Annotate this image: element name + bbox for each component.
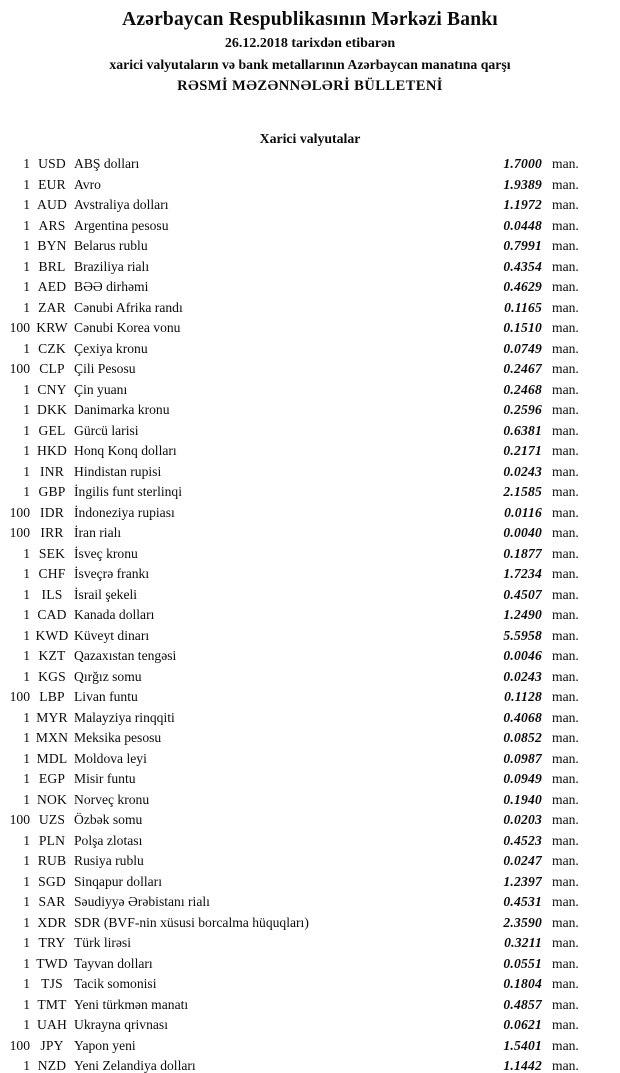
rate-value-cell: 0.0247 [503, 853, 542, 869]
quantity-cell: 100 [9, 525, 30, 541]
currency-code-cell: MDL [36, 750, 68, 766]
quantity-cell: 1 [23, 422, 30, 438]
quantity-cell: 1 [23, 545, 30, 561]
rate-value-cell: 0.0987 [503, 750, 542, 766]
currency-name-cell: SDR (BVF-nin xüsusi borcalma hüquqları) [74, 914, 309, 930]
currency-name-cell: Belarus rublu [74, 238, 148, 254]
currency-code-cell: IRR [40, 525, 64, 541]
currency-name-cell: Küveyt dinarı [74, 627, 150, 643]
table-row [0, 626, 620, 647]
unit-cell: man. [552, 279, 579, 295]
table-row [0, 216, 620, 237]
rate-value-cell: 5.5958 [503, 627, 542, 643]
unit-cell: man. [552, 955, 579, 971]
quantity-cell: 1 [23, 914, 30, 930]
rate-value-cell: 0.0448 [503, 217, 542, 233]
quantity-cell: 1 [23, 791, 30, 807]
table-row [0, 277, 620, 298]
currency-code-cell: PLN [38, 832, 66, 848]
rate-value-cell: 0.0949 [503, 771, 542, 787]
table-row [0, 995, 620, 1016]
quantity-cell: 1 [23, 279, 30, 295]
rate-value-cell: 0.4857 [503, 996, 542, 1012]
currency-name-cell: Rusiya rublu [74, 853, 144, 869]
currency-name-cell: Özbək somu [74, 812, 143, 828]
unit-cell: man. [552, 607, 579, 623]
currency-code-cell: UAH [36, 1017, 68, 1033]
effective-date-line: 26.12.2018 tarixdən etibarən [224, 36, 396, 51]
currency-name-cell: Cənubi Korea vonu [74, 320, 181, 336]
currency-code-cell: LBP [39, 689, 65, 705]
currency-name-cell: Qazaxıstan tengəsi [74, 648, 177, 664]
table-row [0, 790, 620, 811]
currency-code-cell: RUB [37, 853, 67, 869]
currency-name-cell: Yapon yeni [74, 1037, 136, 1053]
currency-code-cell: DKK [36, 402, 68, 418]
currency-name-cell: İran rialı [74, 525, 122, 541]
currency-code-cell: CHF [38, 566, 66, 582]
table-row [0, 1015, 620, 1036]
rate-value-cell: 0.2171 [503, 443, 542, 459]
currency-code-cell: KZT [38, 648, 66, 664]
rate-value-cell: 1.7234 [503, 566, 542, 582]
table-row [0, 851, 620, 872]
currency-code-cell: UZS [38, 812, 66, 828]
unit-cell: man. [552, 525, 579, 541]
currency-name-cell: Kanada dolları [74, 607, 155, 623]
currency-name-cell: Argentina pesosu [74, 217, 169, 233]
unit-cell: man. [552, 648, 579, 664]
table-row [0, 1036, 620, 1057]
unit-cell: man. [552, 566, 579, 582]
currency-name-cell: Malayziya rinqqiti [74, 709, 175, 725]
unit-cell: man. [552, 340, 579, 356]
rate-value-cell: 0.0203 [503, 812, 542, 828]
table-row [0, 154, 620, 175]
subject-line: xarici valyutaların və bank metallarının Azərbaycan manatına qarşı [109, 57, 511, 72]
currency-name-cell: Türk lirəsi [74, 935, 132, 951]
unit-cell: man. [552, 1058, 579, 1073]
currency-code-cell: CZK [38, 340, 66, 356]
quantity-cell: 1 [23, 463, 30, 479]
table-row [0, 339, 620, 360]
unit-cell: man. [552, 914, 579, 930]
table-row [0, 195, 620, 216]
quantity-cell: 100 [9, 812, 30, 828]
bulletin-title: RƏSMİ MƏZƏNNƏLƏRİ BÜLLETENİ [177, 78, 443, 94]
rate-value-cell: 0.2467 [503, 361, 542, 377]
currency-name-cell: İndoneziya rupiası [74, 504, 175, 520]
currency-code-cell: ARS [38, 217, 66, 233]
document-header [0, 6, 620, 98]
quantity-cell: 1 [23, 935, 30, 951]
rate-value-cell: 0.0852 [503, 730, 542, 746]
currency-code-cell: EUR [38, 176, 66, 192]
table-row [0, 298, 620, 319]
unit-cell: man. [552, 320, 579, 336]
quantity-cell: 100 [9, 504, 30, 520]
unit-cell: man. [552, 894, 579, 910]
currency-name-cell: Hindistan rupisi [74, 463, 162, 479]
currency-code-cell: BRL [38, 258, 66, 274]
currency-code-cell: GEL [38, 422, 66, 438]
table-row [0, 667, 620, 688]
table-row [0, 544, 620, 565]
currency-code-cell: XDR [37, 914, 67, 930]
currency-name-cell: İsveçrə frankı [74, 566, 150, 582]
currency-name-cell: Avro [74, 176, 101, 192]
unit-cell: man. [552, 197, 579, 213]
rate-value-cell: 0.6381 [503, 422, 542, 438]
unit-cell: man. [552, 258, 579, 274]
table-row [0, 523, 620, 544]
currency-name-cell: Ukrayna qrivnası [74, 1017, 168, 1033]
unit-cell: man. [552, 463, 579, 479]
unit-cell: man. [552, 668, 579, 684]
quantity-cell: 1 [23, 627, 30, 643]
quantity-cell: 1 [23, 402, 30, 418]
quantity-cell: 1 [23, 730, 30, 746]
currency-name-cell: Çin yuanı [74, 381, 128, 397]
rate-value-cell: 0.1510 [503, 320, 542, 336]
currency-name-cell: Avstraliya dolları [74, 197, 169, 213]
currency-code-cell: USD [38, 156, 66, 172]
table-row [0, 708, 620, 729]
rate-value-cell: 2.3590 [503, 914, 542, 930]
currency-name-cell: Yeni Zelandiya dolları [74, 1058, 196, 1073]
unit-cell: man. [552, 586, 579, 602]
rate-value-cell: 1.9389 [503, 176, 542, 192]
quantity-cell: 1 [23, 197, 30, 213]
currency-code-cell: AUD [36, 197, 68, 213]
quantity-cell: 100 [9, 361, 30, 377]
unit-cell: man. [552, 627, 579, 643]
rate-value-cell: 1.1972 [503, 197, 542, 213]
table-row [0, 585, 620, 606]
unit-cell: man. [552, 689, 579, 705]
unit-cell: man. [552, 238, 579, 254]
table-row [0, 441, 620, 462]
currency-name-cell: ABŞ dolları [74, 156, 140, 172]
quantity-cell: 1 [23, 176, 30, 192]
currency-code-cell: ILS [41, 586, 63, 602]
rate-value-cell: 0.0243 [503, 463, 542, 479]
currency-name-cell: Qırğız somu [74, 668, 142, 684]
currency-name-cell: İsveç kronu [74, 545, 138, 561]
unit-cell: man. [552, 812, 579, 828]
table-row [0, 400, 620, 421]
rate-value-cell: 0.1940 [503, 791, 542, 807]
unit-cell: man. [552, 422, 579, 438]
table-row [0, 687, 620, 708]
quantity-cell: 1 [23, 299, 30, 315]
currency-code-cell: TRY [38, 935, 66, 951]
quantity-cell: 1 [23, 955, 30, 971]
rate-value-cell: 2.1585 [503, 484, 542, 500]
currency-name-cell: Polşa zlotası [74, 832, 143, 848]
table-row [0, 380, 620, 401]
unit-cell: man. [552, 402, 579, 418]
table-row [0, 482, 620, 503]
currency-code-cell: CAD [37, 607, 67, 623]
rate-value-cell: 0.4068 [503, 709, 542, 725]
rate-value-cell: 0.0551 [503, 955, 542, 971]
currency-code-cell: TJS [41, 976, 63, 992]
unit-cell: man. [552, 1017, 579, 1033]
rate-value-cell: 0.2596 [503, 402, 542, 418]
currency-code-cell: NOK [36, 791, 68, 807]
unit-cell: man. [552, 217, 579, 233]
quantity-cell: 1 [23, 217, 30, 233]
table-row [0, 257, 620, 278]
rate-value-cell: 0.1804 [503, 976, 542, 992]
currency-name-cell: İsrail şekeli [74, 586, 138, 602]
rate-value-cell: 0.0621 [503, 1017, 542, 1033]
currency-code-cell: IDR [39, 504, 64, 520]
quantity-cell: 1 [23, 238, 30, 254]
currency-name-cell: BƏƏ dirhəmi [74, 279, 149, 295]
currency-code-cell: CLP [39, 361, 65, 377]
table-row [0, 933, 620, 954]
table-row [0, 954, 620, 975]
currency-name-cell: Danimarka kronu [74, 402, 170, 418]
rate-value-cell: 0.4354 [503, 258, 542, 274]
unit-cell: man. [552, 730, 579, 746]
unit-cell: man. [552, 832, 579, 848]
currency-name-cell: Gürcü larisi [74, 422, 139, 438]
unit-cell: man. [552, 504, 579, 520]
currency-code-cell: BYN [37, 238, 67, 254]
table-row [0, 810, 620, 831]
quantity-cell: 1 [23, 709, 30, 725]
rate-value-cell: 1.2490 [503, 607, 542, 623]
table-row [0, 605, 620, 626]
rate-value-cell: 1.2397 [503, 873, 542, 889]
unit-cell: man. [552, 976, 579, 992]
rate-value-cell: 0.1165 [504, 299, 542, 315]
currency-name-cell: Çexiya kronu [74, 340, 148, 356]
quantity-cell: 1 [23, 750, 30, 766]
table-row [0, 359, 620, 380]
table-row [0, 974, 620, 995]
table-row [0, 236, 620, 257]
quantity-cell: 1 [23, 1058, 30, 1073]
rate-value-cell: 0.4629 [503, 279, 542, 295]
currency-name-cell: Cənubi Afrika randı [74, 299, 183, 315]
currency-code-cell: SAR [38, 894, 66, 910]
unit-cell: man. [552, 853, 579, 869]
currency-name-cell: Braziliya rialı [74, 258, 150, 274]
currency-name-cell: Meksika pesosu [74, 730, 162, 746]
unit-cell: man. [552, 484, 579, 500]
currency-name-cell: Norveç kronu [74, 791, 150, 807]
quantity-cell: 1 [23, 976, 30, 992]
currency-name-cell: Honq Konq dolları [74, 443, 177, 459]
table-row [0, 462, 620, 483]
quantity-cell: 1 [23, 894, 30, 910]
rate-value-cell: 0.4507 [503, 586, 542, 602]
quantity-cell: 1 [23, 340, 30, 356]
table-row [0, 872, 620, 893]
currency-code-cell: KGS [38, 668, 66, 684]
quantity-cell: 1 [23, 566, 30, 582]
table-row [0, 318, 620, 339]
quantity-cell: 100 [9, 689, 30, 705]
quantity-cell: 1 [23, 996, 30, 1012]
currency-name-cell: Sinqapur dolları [74, 873, 162, 889]
table-row [0, 564, 620, 585]
quantity-cell: 1 [23, 607, 30, 623]
rate-value-cell: 0.1128 [504, 689, 542, 705]
table-row [0, 728, 620, 749]
currency-name-cell: Misir funtu [74, 771, 136, 787]
quantity-cell: 1 [23, 381, 30, 397]
rate-value-cell: 1.5401 [503, 1037, 542, 1053]
rate-value-cell: 0.0243 [503, 668, 542, 684]
unit-cell: man. [552, 361, 579, 377]
unit-cell: man. [552, 443, 579, 459]
currency-name-cell: İngilis funt sterlinqi [74, 484, 182, 500]
rate-value-cell: 0.3211 [504, 935, 542, 951]
quantity-cell: 1 [23, 586, 30, 602]
currency-code-cell: SGD [38, 873, 66, 889]
rate-value-cell: 0.4523 [503, 832, 542, 848]
currency-code-cell: ZAR [38, 299, 66, 315]
table-row [0, 892, 620, 913]
unit-cell: man. [552, 771, 579, 787]
quantity-cell: 1 [23, 853, 30, 869]
quantity-cell: 1 [23, 648, 30, 664]
table-row [0, 646, 620, 667]
rate-value-cell: 0.7991 [503, 238, 542, 254]
table-row [0, 175, 620, 196]
currency-code-cell: HKD [36, 443, 68, 459]
quantity-cell: 1 [23, 443, 30, 459]
currency-name-cell: Livan funtu [74, 689, 138, 705]
unit-cell: man. [552, 299, 579, 315]
currency-code-cell: TWD [36, 955, 68, 971]
currency-code-cell: KWD [35, 627, 69, 643]
currency-code-cell: NZD [37, 1058, 67, 1073]
unit-cell: man. [552, 996, 579, 1012]
table-row [0, 421, 620, 442]
rate-value-cell: 0.0116 [504, 504, 542, 520]
currency-code-cell: GBP [38, 484, 66, 500]
quantity-cell: 1 [23, 771, 30, 787]
table-row [0, 769, 620, 790]
quantity-cell: 1 [23, 484, 30, 500]
rate-value-cell: 0.1877 [503, 545, 542, 561]
unit-cell: man. [552, 750, 579, 766]
unit-cell: man. [552, 935, 579, 951]
unit-cell: man. [552, 176, 579, 192]
rate-value-cell: 0.0046 [503, 648, 542, 664]
quantity-cell: 1 [23, 258, 30, 274]
currency-code-cell: CNY [37, 381, 67, 397]
bank-title: Azərbaycan Respublikasının Mərkəzi Bankı [122, 9, 498, 30]
rate-value-cell: 0.4531 [503, 894, 542, 910]
currency-code-cell: INR [39, 463, 64, 479]
rate-value-cell: 0.2468 [503, 381, 542, 397]
quantity-cell: 100 [9, 1037, 30, 1053]
currency-code-cell: SEK [38, 545, 66, 561]
quantity-cell: 1 [23, 156, 30, 172]
rate-value-cell: 0.0040 [503, 525, 542, 541]
currency-code-cell: MXN [35, 730, 69, 746]
section-title-foreign-currencies: Xarici valyutalar [259, 131, 361, 146]
unit-cell: man. [552, 709, 579, 725]
currency-name-cell: Tacik somonisi [74, 976, 157, 992]
unit-cell: man. [552, 545, 579, 561]
quantity-cell: 1 [23, 832, 30, 848]
quantity-cell: 1 [23, 873, 30, 889]
rate-value-cell: 1.7000 [503, 156, 542, 172]
currency-code-cell: TMT [37, 996, 67, 1012]
currency-code-cell: EGP [38, 771, 66, 787]
currency-name-cell: Səudiyyə Ərəbistanı rialı [74, 894, 210, 910]
currency-name-cell: Yeni türkmən manatı [74, 996, 189, 1012]
currency-code-cell: AED [37, 279, 67, 295]
currency-name-cell: Tayvan dolları [74, 955, 153, 971]
table-row [0, 831, 620, 852]
quantity-cell: 100 [9, 320, 30, 336]
quantity-cell: 1 [23, 1017, 30, 1033]
quantity-cell: 1 [23, 668, 30, 684]
unit-cell: man. [552, 1037, 579, 1053]
table-row [0, 749, 620, 770]
table-row [0, 503, 620, 524]
exchange-rates-table [0, 154, 620, 1073]
currency-name-cell: Çili Pesosu [74, 361, 136, 377]
currency-code-cell: MYR [36, 709, 68, 725]
table-row [0, 1056, 620, 1073]
table-row [0, 913, 620, 934]
unit-cell: man. [552, 791, 579, 807]
rate-value-cell: 1.1442 [503, 1058, 542, 1073]
currency-code-cell: JPY [40, 1037, 64, 1053]
unit-cell: man. [552, 873, 579, 889]
rate-value-cell: 0.0749 [503, 340, 542, 356]
currency-code-cell: KRW [36, 320, 68, 336]
unit-cell: man. [552, 156, 579, 172]
currency-name-cell: Moldova leyi [74, 750, 147, 766]
unit-cell: man. [552, 381, 579, 397]
